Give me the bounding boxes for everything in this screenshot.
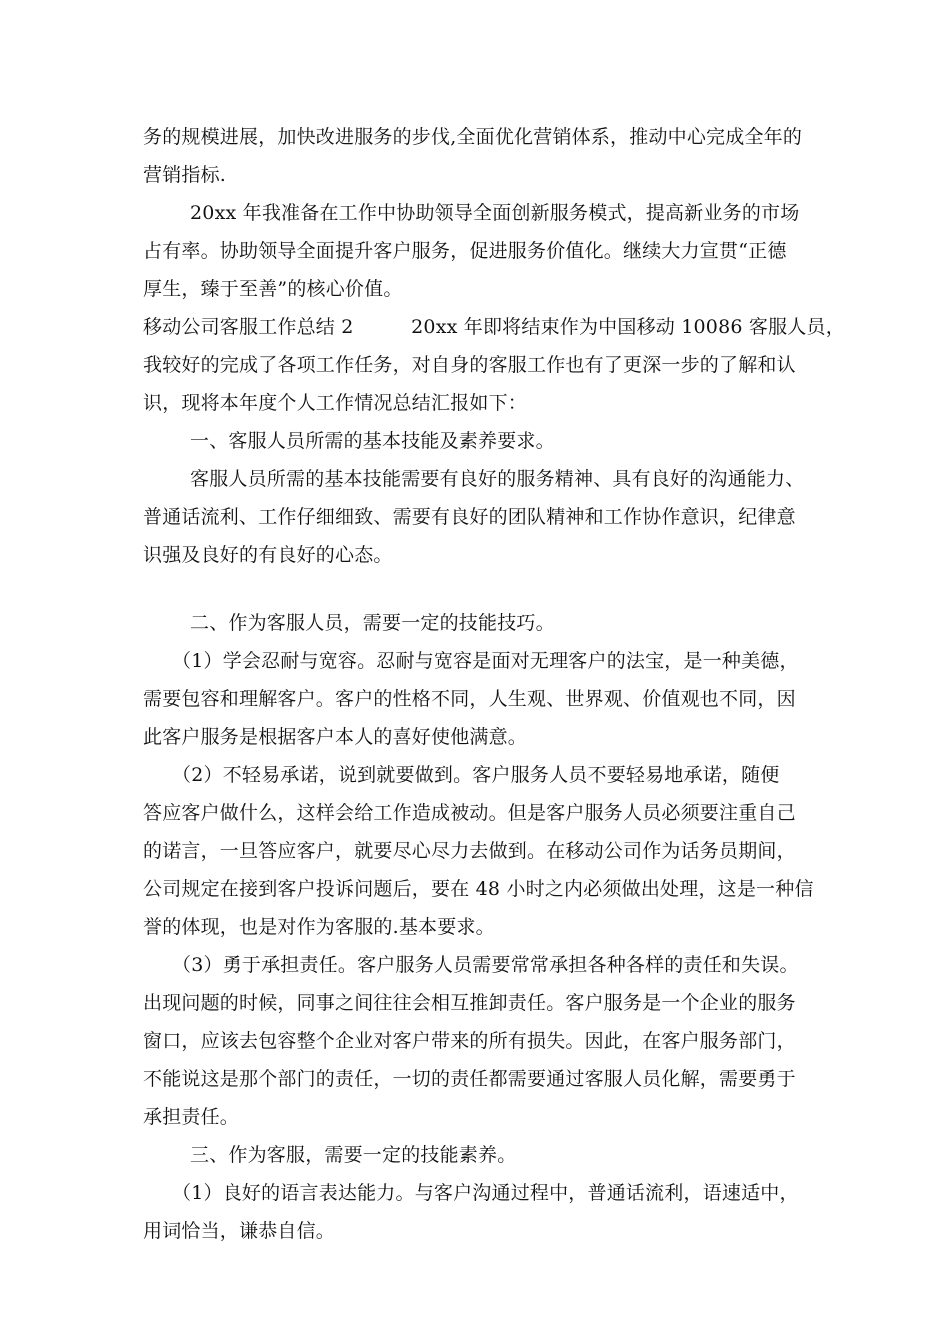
text-line: （2）不轻易承诺，说到就要做到。客户服务人员不要轻易地承诺，随便 [172,764,780,786]
text-line: （1）良好的语言表达能力。与客户沟通过程中，普通话流利，语速适中， [172,1182,799,1204]
text-line: 承担责任。 [143,1106,240,1128]
text-line: 答应客户做什么，这样会给工作造成被动。但是客户服务人员必须要注重自己 [143,802,796,824]
text-line: 用词恰当，谦恭自信。 [143,1220,336,1242]
text-line: 此客户服务是根据客户本人的喜好使他满意。 [143,726,528,748]
text-line: 客服人员所需的基本技能需要有良好的服务精神、具有良好的沟通能力、 [190,468,805,490]
text-line: 我较好的完成了各项工作任务，对自身的客服工作也有了更深一步的了解和认 [143,354,796,376]
text-line: 务的规模进展，加快改进服务的步伐,全面优化营销体系，推动中心完成全年的 [143,126,803,148]
text-line: 识强及良好的有良好的心态。 [143,544,393,566]
text-line: 营销指标. [143,164,227,186]
text-line: 普通话流利、工作仔细细致、需要有良好的团队精神和工作协作意识，纪律意 [143,506,796,528]
text-line: （1）学会忍耐与宽容。忍耐与宽容是面对无理客户的法宝，是一种美德， [172,650,799,672]
text-line: （3）勇于承担责任。客户服务人员需要常常承担各种各样的责任和失误。 [172,954,799,976]
text-line: 公司规定在接到客户投诉问题后，要在 48 小时之内必须做出处理，这是一种信 [143,878,814,900]
text-line: 厚生，臻于至善”的核心价值。 [143,278,403,300]
heading-3: 三、作为客服，需要一定的技能素养。 [190,1144,517,1166]
text-line: 需要包容和理解客户。客户的性格不同，人生观、世界观、价值观也不同，因 [143,688,796,710]
text-line: 不能说这是那个部门的责任，一切的责任都需要通过客服人员化解，需要勇于 [143,1068,796,1090]
text-line: 誉的体现，也是对作为客服的.基本要求。 [143,916,495,938]
text-line: 窗口，应该去包容整个企业对客户带来的所有损失。因此，在客户服务部门， [143,1030,796,1052]
heading-2: 二、作为客服人员，需要一定的技能技巧。 [190,612,555,634]
text-line: 识，现将本年度个人工作情况总结汇报如下： [143,392,528,414]
text-line: 的诺言，一旦答应客户，就要尽心尽力去做到。在移动公司作为话务员期间， [143,840,796,862]
heading-1: 一、客服人员所需的基本技能及素养要求。 [190,430,555,452]
text-line: 占有率。协助领导全面提升客户服务，促进服务价值化。继续大力宣贯“正德 [143,240,787,262]
section-title: 移动公司客服工作总结 2 20xx 年即将结束作为中国移动 10086 客服人员， [143,316,845,338]
text-line: 出现问题的时候，同事之间往往会相互推卸责任。客户服务是一个企业的服务 [143,992,796,1014]
text-line: 20xx 年我准备在工作中协助领导全面创新服务模式，提高新业务的市场 [190,202,800,224]
